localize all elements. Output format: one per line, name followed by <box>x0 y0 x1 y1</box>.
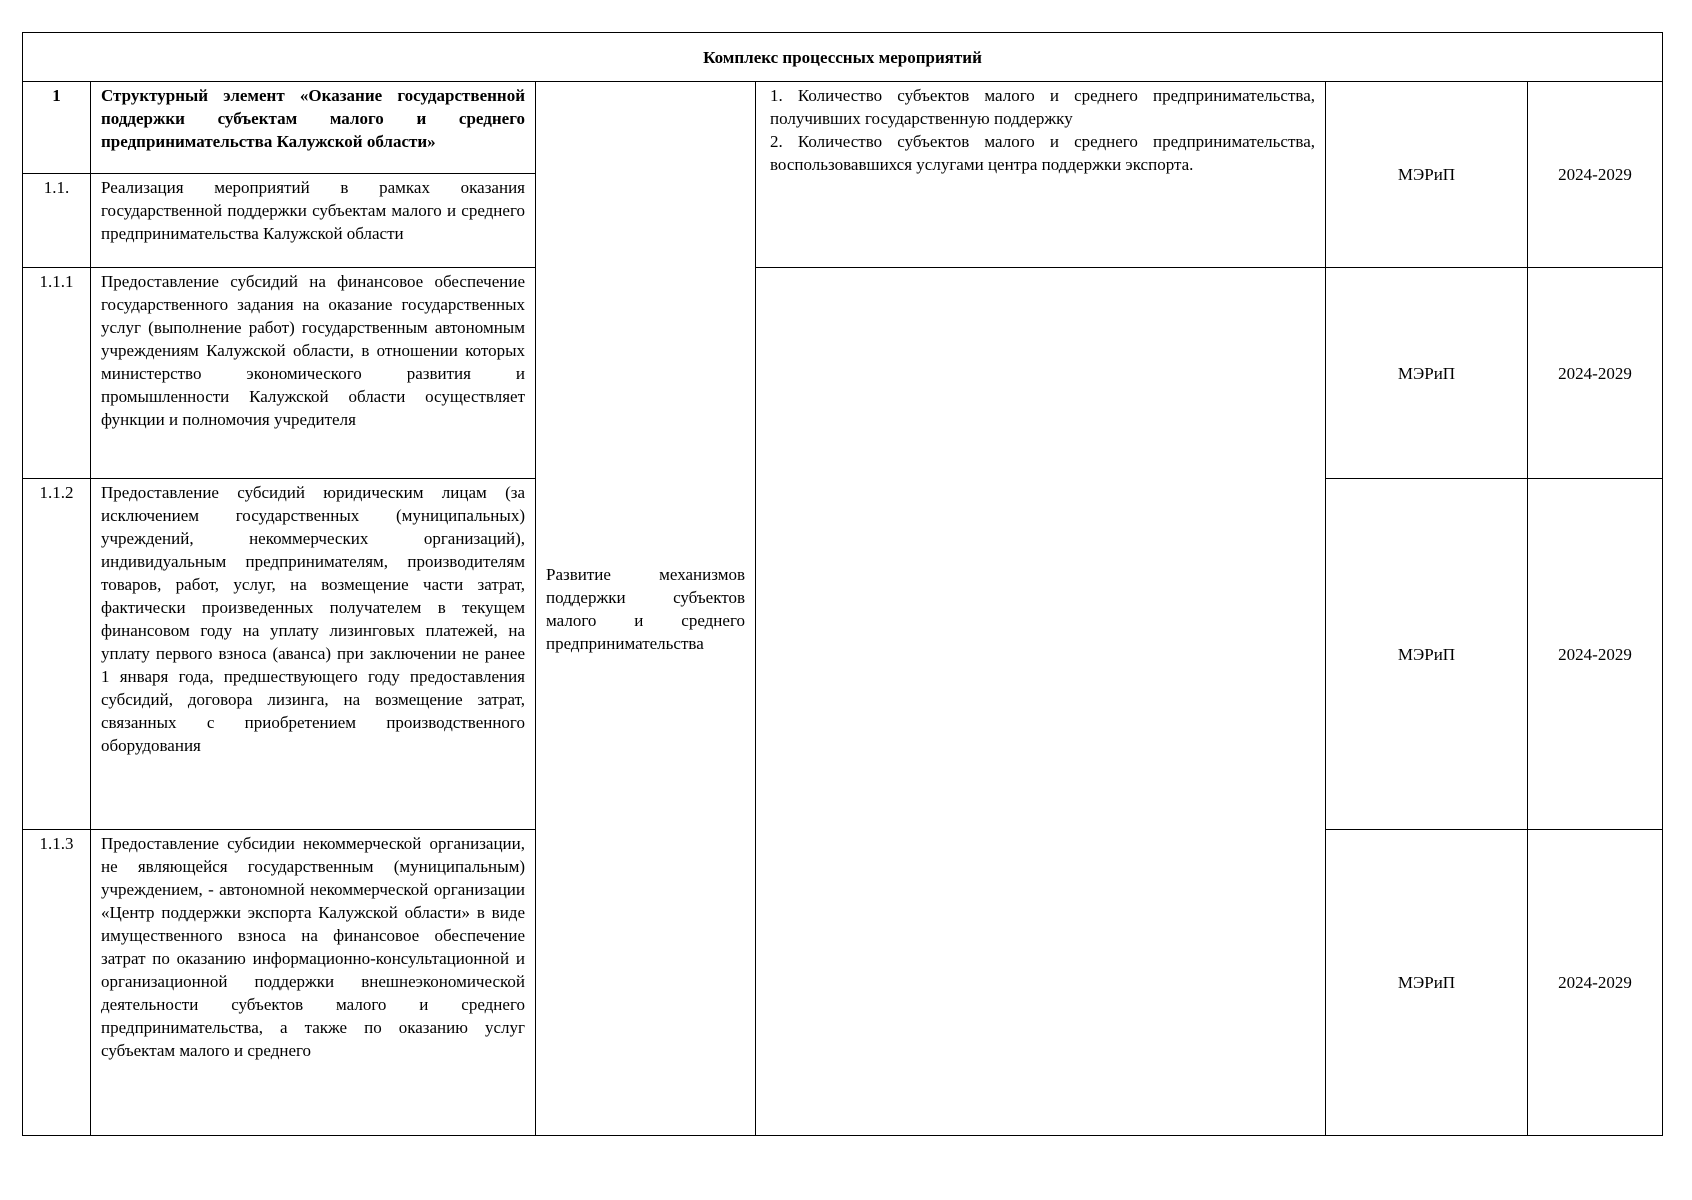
period-cell: 2024-2029 <box>1528 479 1663 830</box>
responsible-cell: МЭРиП <box>1326 830 1528 1136</box>
table-row <box>23 82 1663 174</box>
row-description: Структурный элемент «Оказание государственной поддержки субъектам малого и среднего предпринимательства Калужской области» <box>91 82 536 174</box>
row-description: Реализация мероприятий в рамках оказания государственной поддержки субъектам малого и среднего предпринимательства Калужской области <box>91 174 536 268</box>
period-cell: 2024-2029 <box>1528 82 1663 268</box>
process-measures-table <box>22 32 1663 1136</box>
row-description: Предоставление субсидии некоммерческой организации, не являющейся государственным (муниципальным) учреждением, - автономной некоммерческой организации «Центр поддержки экспорта Калужской области» в виде имущественного взноса на финансовое обеспечение затрат по оказанию информационно-консультационной и организационной поддержки внешнеэкономической деятельности субъектов малого и среднего предпринимательства, а также по оказанию услуг субъектам малого и среднего <box>91 830 536 1136</box>
table-row <box>23 268 1663 479</box>
row-number: 1.1.2 <box>23 479 91 830</box>
row-description: Предоставление субсидий на финансовое обеспечение государственного задания на оказание государственных услуг (выполнение работ) государственным автономным учреждениям Калужской области, в отношении которых министерство экономического развития и промышленности Калужской области осуществляет функции и полномочия учредителя <box>91 268 536 479</box>
indicator-item: 2. Количество субъектов малого и среднего предпринимательства, воспользовавшихся услугами центра поддержки экспорта. <box>770 132 1315 174</box>
row-number: 1.1. <box>23 174 91 268</box>
responsible-cell: МЭРиП <box>1326 82 1528 268</box>
row-number: 1.1.1 <box>23 268 91 479</box>
indicator-item: 1. Количество субъектов малого и среднего предпринимательства, получивших государственную поддержку <box>770 86 1315 128</box>
responsible-cell: МЭРиП <box>1326 479 1528 830</box>
table-title: Комплекс процессных мероприятий <box>23 33 1663 82</box>
row-description: Предоставление субсидий юридическим лицам (за исключением государственных (муниципальных) учреждений, некоммерческих организаций), индивидуальным предпринимателям, производителям товаров, работ, услуг, на возмещение части затрат, фактически произведенных получателем в текущем финансовом году на уплату лизинговых платежей, на уплату первого взноса (аванса) при заключении не ранее 1 января года, предшествующего году предоставления субсидий, договора лизинга, на возмещение затрат, связанных с приобретением производственного оборудования <box>91 479 536 830</box>
table-title-row <box>23 33 1663 82</box>
period-cell: 2024-2029 <box>1528 268 1663 479</box>
responsible-cell: МЭРиП <box>1326 268 1528 479</box>
row-number: 1.1.3 <box>23 830 91 1136</box>
row-number: 1 <box>23 82 91 174</box>
task-cell: Развитие механизмов поддержки субъектов малого и среднего предпринимательства <box>536 82 756 1136</box>
indicators-cell <box>756 82 1326 268</box>
indicators-cell-empty <box>756 268 1326 1136</box>
period-cell: 2024-2029 <box>1528 830 1663 1136</box>
